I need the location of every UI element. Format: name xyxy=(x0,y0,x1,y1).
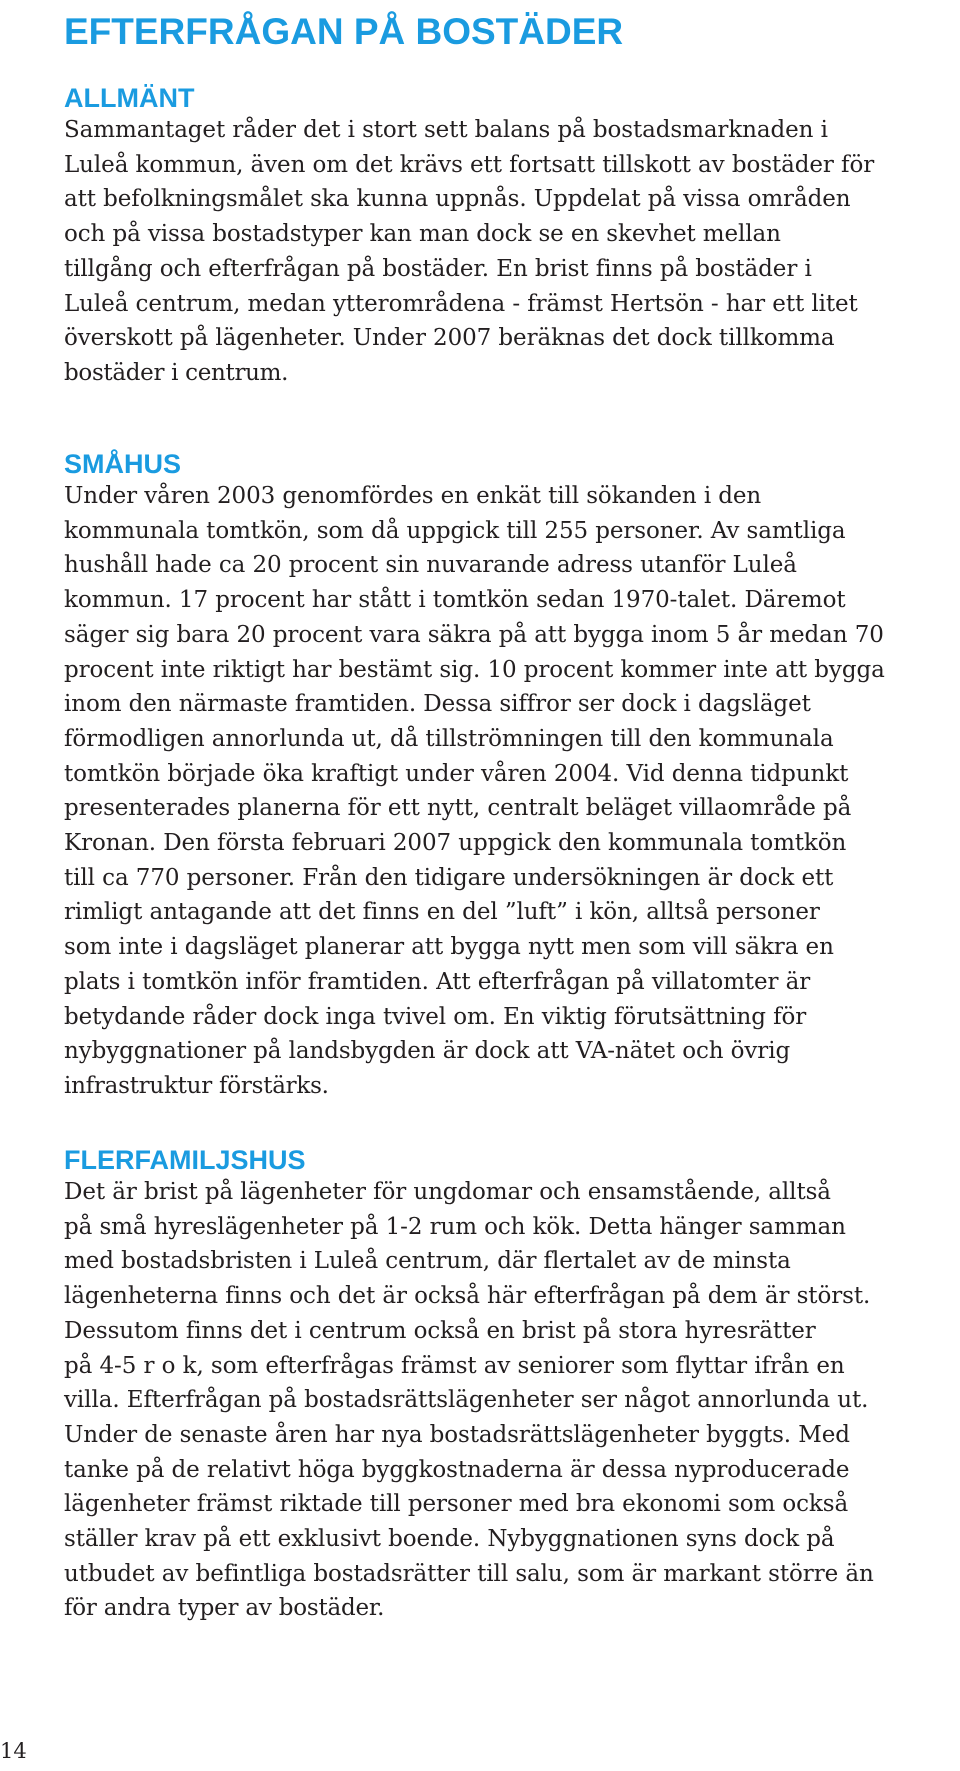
text-line: presenterades planerna för ett nytt, centralt beläget villaområde på xyxy=(64,795,852,822)
text-line: Under våren 2003 genomfördes en enkät till sökanden i den xyxy=(64,483,762,509)
section-heading: SMÅHUS xyxy=(64,449,182,479)
text-line: nybyggnationer på landsbygden är dock att VA-nätet och övrig xyxy=(64,1038,791,1065)
paragraph xyxy=(64,1175,960,1626)
text-line: Det är brist på lägenheter för ungdomar och ensamstående, alltså xyxy=(64,1179,831,1205)
text-line: hushåll hade ca 20 procent sin nuvarande adress utanför Luleå xyxy=(64,552,797,579)
text-line: som inte i dagsläget planerar att bygga nytt men som vill säkra en xyxy=(64,934,834,961)
text-line: att befolkningsmålet ska kunna uppnås. Uppdelat på vissa områden xyxy=(64,186,851,213)
text-line: kommunala tomtkön, som då uppgick till 255 personer. Av samtliga xyxy=(64,517,846,544)
text-line: för andra typer av bostäder. xyxy=(64,1595,385,1622)
text-line: Kronan. Den första februari 2007 uppgick den kommunala tomtkön xyxy=(64,830,847,857)
text-line: tomtkön började öka kraftigt under våren 2004. Vid denna tidpunkt xyxy=(64,760,849,787)
paragraph xyxy=(64,113,960,391)
text-line: tanke på de relativt höga byggkostnaderna är dessa nyproducerade xyxy=(64,1456,850,1483)
page-title: EFTERFRÅGAN PÅ BOSTÄDER xyxy=(64,11,624,52)
section-flerfamiljshus xyxy=(64,1145,960,1626)
text-line: Dessutom finns det i centrum också en brist på stora hyresrätter xyxy=(64,1317,816,1344)
text-line: rimligt antagande att det finns en del ”luft” i kön, alltså personer xyxy=(64,899,820,926)
text-line: säger sig bara 20 procent vara säkra på att bygga inom 5 år medan 70 xyxy=(64,621,884,648)
text-line: infrastruktur förstärks. xyxy=(64,1072,329,1099)
text-line: och på vissa bostadstyper kan man dock se en skevhet mellan xyxy=(64,221,781,248)
text-line: inom den närmaste framtiden. Dessa siffror ser dock i dagsläget xyxy=(64,691,811,718)
text-line: överskott på lägenheter. Under 2007 beräknas det dock tillkomma xyxy=(64,325,835,352)
text-line: utbudet av befintliga bostadsrätter till salu, som är markant större än xyxy=(64,1560,874,1587)
section-allmant xyxy=(64,83,960,391)
text-line: Under de senaste åren har nya bostadsrättslägenheter byggts. Med xyxy=(64,1421,850,1448)
text-line: ställer krav på ett exklusivt boende. Nybyggnationen syns dock på xyxy=(64,1526,835,1553)
text-line: tillgång och efterfrågan på bostäder. En brist finns på bostäder i xyxy=(64,255,812,282)
text-line: Sammantaget råder det i stort sett balans på bostadsmarknaden i xyxy=(64,117,828,143)
text-line: kommun. 17 procent har stått i tomtkön sedan 1970-talet. Däremot xyxy=(64,587,846,614)
text-line: lägenheter främst riktade till personer med bra ekonomi som också xyxy=(64,1491,849,1518)
text-line: på 4-5 r o k, som efterfrågas främst av seniorer som flyttar ifrån en xyxy=(64,1352,845,1379)
text-line: förmodligen annorlunda ut, då tillströmningen till den kommunala xyxy=(64,725,834,752)
text-line: betydande råder dock inga tvivel om. En viktig förutsättning för xyxy=(64,1003,807,1030)
text-line: bostäder i centrum. xyxy=(64,359,289,386)
section-heading: ALLMÄNT xyxy=(64,83,195,113)
text-line: procent inte riktigt har bestämt sig. 10 procent kommer inte att bygga xyxy=(64,656,885,683)
page-number: 14 xyxy=(0,1739,27,1763)
text-line: med bostadsbristen i Luleå centrum, där flertalet av de minsta xyxy=(64,1248,791,1275)
text-line: på små hyreslägenheter på 1-2 rum och kök. Detta hänger samman xyxy=(64,1213,846,1240)
text-line: plats i tomtkön inför framtiden. Att efterfrågan på villatomter är xyxy=(64,968,811,995)
section-smahus xyxy=(64,449,960,1104)
text-line: till ca 770 personer. Från den tidigare undersökningen är dock ett xyxy=(64,864,834,891)
section-heading: FLERFAMILJSHUS xyxy=(64,1145,306,1175)
text-line: lägenheterna finns och det är också här efterfrågan på dem är störst. xyxy=(64,1283,871,1310)
text-line: Luleå kommun, även om det krävs ett fortsatt tillskott av bostäder för xyxy=(64,151,875,178)
paragraph xyxy=(64,479,960,1104)
text-line: Luleå centrum, medan ytterområdena - främst Hertsön - har ett litet xyxy=(64,290,858,317)
text-line: villa. Efterfrågan på bostadsrättslägenheter ser något annorlunda ut. xyxy=(64,1387,869,1414)
